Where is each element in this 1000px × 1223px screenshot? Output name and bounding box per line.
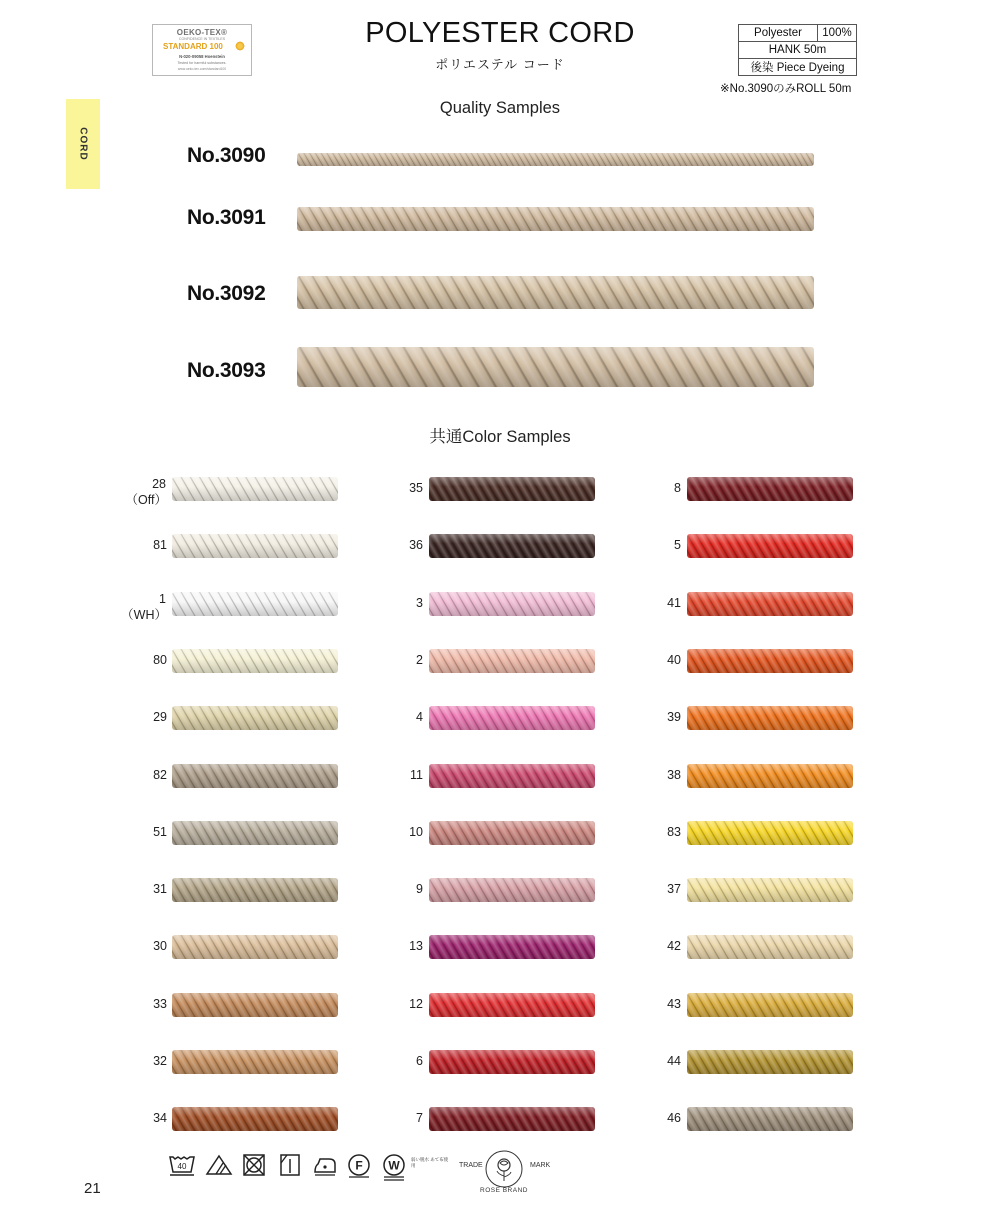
color-code: 80 [153, 652, 167, 667]
color-code: 30 [153, 939, 167, 954]
no-tumble-dry-icon [242, 1153, 266, 1177]
color-label-80 [153, 652, 167, 668]
rose-brand-text: ROSE BRAND [480, 1187, 528, 1194]
color-cord-37 [687, 878, 853, 902]
color-code: 6 [416, 1054, 423, 1068]
color-label-43 [667, 996, 681, 1012]
spec-material: Polyester [739, 25, 818, 42]
color-code: 42 [667, 939, 681, 954]
wash-temp: 40 [177, 1162, 187, 1171]
oeko-tex-tested: Tested for harmful substances. [177, 61, 227, 65]
color-cord-36 [429, 534, 595, 558]
color-label-29 [153, 709, 167, 725]
color-cord-81 [172, 534, 338, 558]
spec-table [738, 24, 857, 76]
color-code: 9 [416, 882, 423, 897]
color-cord-33 [172, 993, 338, 1017]
color-cord-8 [687, 477, 853, 501]
color-cord-46 [687, 1107, 853, 1131]
color-code: 81 [153, 538, 167, 553]
color-code: 32 [153, 1054, 167, 1068]
color-label-34 [153, 1110, 167, 1126]
color-label-28 [126, 476, 167, 508]
color-code: 11 [410, 767, 423, 782]
rose-icon [484, 1149, 524, 1189]
color-label-1 [121, 591, 167, 623]
quality-label-3090: No.3090 [187, 144, 266, 167]
color-label-12 [409, 996, 423, 1012]
color-code: 83 [667, 824, 681, 839]
color-code: 31 [153, 882, 167, 897]
color-label-3 [416, 595, 423, 611]
color-label-8 [674, 480, 681, 496]
color-sub: （Off） [125, 493, 167, 507]
line-dry-shade-icon [278, 1153, 302, 1177]
color-code: 10 [409, 824, 423, 839]
quality-cord-3093 [297, 347, 814, 387]
color-label-32 [153, 1053, 167, 1069]
spec-hank: HANK 50m [739, 42, 857, 59]
color-label-13 [409, 938, 423, 954]
color-code: 2 [416, 652, 423, 667]
color-cord-30 [172, 935, 338, 959]
color-sub: （WH） [121, 607, 167, 622]
dry-clean-letter: F [355, 1158, 363, 1173]
rose-brand-logo [456, 1147, 566, 1197]
color-cord-6 [429, 1050, 595, 1074]
color-code: 44 [667, 1054, 681, 1068]
color-code: 41 [667, 595, 681, 610]
oeko-tex-tagline: CONFIDENCE IN TEXTILES [178, 37, 226, 41]
color-label-5 [674, 537, 681, 553]
trade-text: TRADE [459, 1162, 483, 1169]
color-cord-40 [687, 649, 853, 673]
iron-low-icon [312, 1153, 338, 1177]
color-cord-10 [429, 821, 595, 845]
color-code: 28 [152, 477, 166, 491]
color-code: 39 [667, 710, 681, 725]
sun-icon [235, 41, 245, 51]
spec-percent: 100% [818, 25, 857, 42]
color-cord-82 [172, 764, 338, 788]
dry-clean-f-icon [346, 1153, 372, 1179]
color-label-11 [410, 767, 423, 783]
oeko-tex-url: www.oeko-tex.com/standard100 [177, 67, 227, 71]
color-cord-39 [687, 706, 853, 730]
color-label-9 [416, 881, 423, 897]
wash-40-icon [168, 1153, 196, 1177]
quality-label-3093: No.3093 [187, 359, 266, 382]
spec-row [739, 59, 857, 76]
color-code: 7 [416, 1111, 423, 1126]
color-code: 29 [153, 710, 167, 725]
side-tab-label: CORD [77, 127, 89, 161]
care-note: 弱い脱水 あて布使用 [411, 1157, 449, 1168]
color-label-35 [409, 480, 423, 496]
color-code: 12 [409, 996, 423, 1011]
color-code: 5 [674, 538, 681, 553]
mark-text: MARK [530, 1162, 551, 1169]
color-cord-28 [172, 477, 338, 501]
color-label-30 [153, 938, 167, 954]
color-label-7 [416, 1110, 423, 1126]
page-title: POLYESTER CORD [365, 17, 635, 49]
color-label-46 [667, 1110, 681, 1126]
quality-label-3091: No.3091 [187, 206, 266, 229]
spec-note: ※No.3090のみROLL 50m [720, 83, 852, 95]
spec-row [739, 42, 857, 59]
color-label-10 [409, 824, 423, 840]
bleach-icon [205, 1153, 233, 1177]
color-label-6 [416, 1053, 423, 1069]
color-label-33 [153, 996, 167, 1012]
oeko-tex-cert-number: N-020-09058 Hoenstein [179, 54, 225, 59]
color-code: 36 [409, 538, 423, 553]
oeko-tex-logo [152, 24, 252, 76]
color-cord-11 [429, 764, 595, 788]
color-label-40 [667, 652, 681, 668]
quality-cord-3091 [297, 207, 814, 231]
color-label-2 [416, 652, 423, 668]
color-code: 4 [416, 710, 423, 725]
color-label-39 [667, 709, 681, 725]
color-samples-title: 共通Color Samples [429, 428, 571, 446]
page-number: 21 [84, 1180, 101, 1197]
spec-row [739, 25, 857, 42]
color-cord-4 [429, 706, 595, 730]
color-label-83 [667, 824, 681, 840]
color-code: 8 [674, 481, 681, 495]
spec-dyeing: 後染 Piece Dyeing [739, 59, 857, 76]
color-label-42 [667, 938, 681, 954]
color-code: 46 [667, 1111, 681, 1126]
color-code: 34 [153, 1111, 167, 1126]
color-cord-32 [172, 1050, 338, 1074]
quality-label-3092: No.3092 [187, 282, 266, 305]
color-code: 35 [409, 481, 423, 495]
color-cord-5 [687, 534, 853, 558]
color-label-38 [667, 767, 681, 783]
color-cord-51 [172, 821, 338, 845]
color-label-37 [667, 881, 681, 897]
color-cord-38 [687, 764, 853, 788]
color-code: 82 [153, 767, 167, 782]
color-code: 1 [159, 591, 166, 606]
oeko-tex-standard: STANDARD 100 [163, 42, 223, 51]
quality-cord-3090 [297, 153, 814, 166]
color-label-51 [153, 824, 167, 840]
wet-clean-w-icon [380, 1153, 408, 1181]
color-code: 40 [667, 652, 681, 667]
color-code: 38 [667, 767, 681, 782]
color-code: 37 [667, 882, 681, 897]
color-cord-13 [429, 935, 595, 959]
color-label-31 [153, 881, 167, 897]
color-code: 3 [416, 595, 423, 610]
color-cord-42 [687, 935, 853, 959]
color-code: 13 [409, 939, 423, 954]
color-label-36 [409, 537, 423, 553]
color-cord-44 [687, 1050, 853, 1074]
wet-clean-letter: W [388, 1158, 400, 1173]
color-code: 33 [153, 996, 167, 1011]
color-cord-43 [687, 993, 853, 1017]
color-cord-1 [172, 592, 338, 616]
color-cord-83 [687, 821, 853, 845]
color-cord-41 [687, 592, 853, 616]
color-label-41 [667, 595, 681, 611]
color-cord-7 [429, 1107, 595, 1131]
color-cord-3 [429, 592, 595, 616]
color-cord-9 [429, 878, 595, 902]
color-cord-12 [429, 993, 595, 1017]
quality-cord-3092 [297, 276, 814, 309]
color-cord-31 [172, 878, 338, 902]
quality-samples-title: Quality Samples [439, 99, 561, 117]
color-label-4 [416, 709, 423, 725]
color-code: 43 [667, 996, 681, 1011]
page-subtitle: ポリエステル コード [435, 57, 565, 72]
color-cord-34 [172, 1107, 338, 1131]
color-label-81 [153, 537, 167, 553]
color-label-82 [153, 767, 167, 783]
color-code: 51 [153, 824, 167, 839]
color-cord-2 [429, 649, 595, 673]
color-label-44 [667, 1053, 681, 1069]
oeko-tex-brand: OEKO-TEX® [176, 28, 228, 37]
color-cord-80 [172, 649, 338, 673]
color-cord-29 [172, 706, 338, 730]
color-cord-35 [429, 477, 595, 501]
